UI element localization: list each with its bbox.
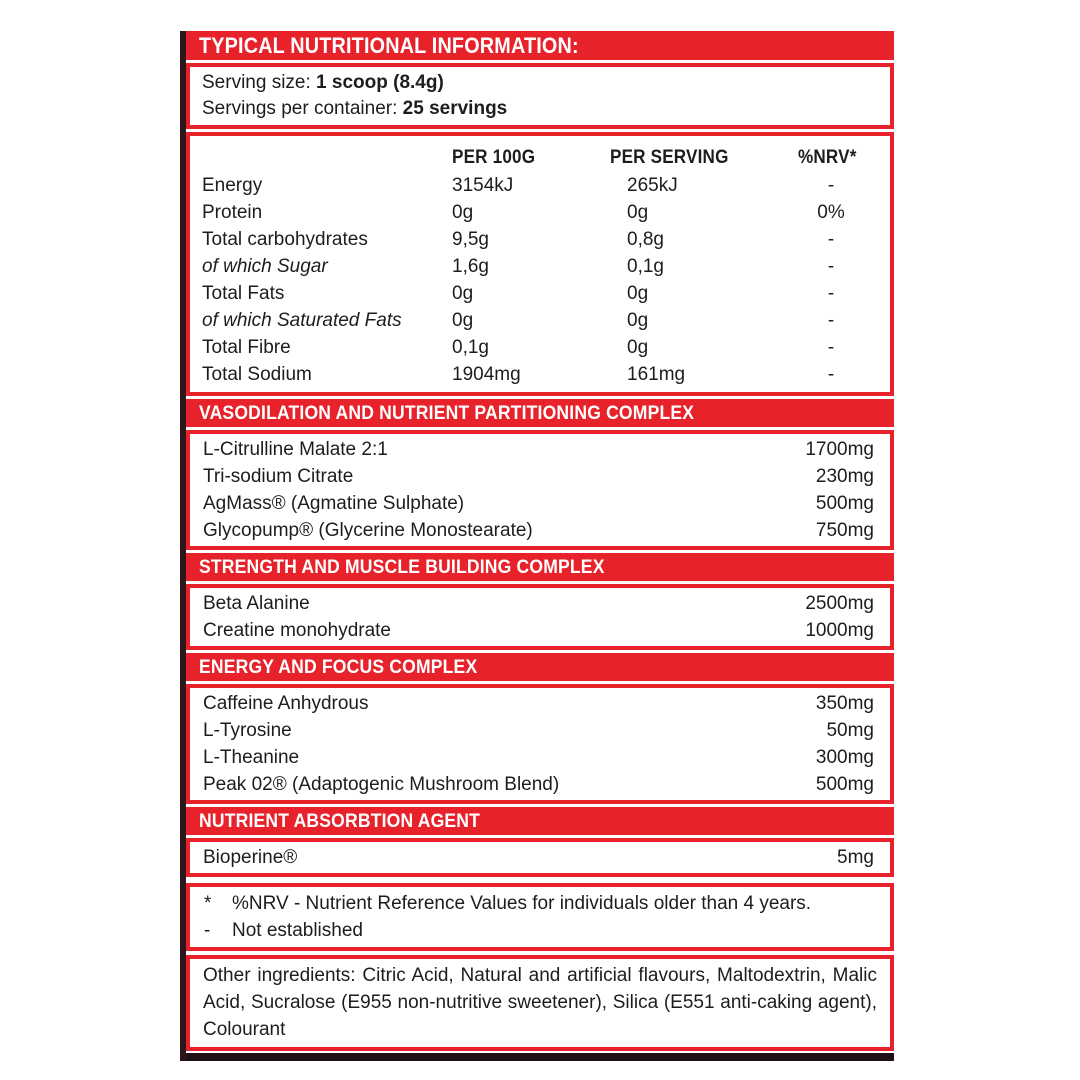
nutrition-row — [190, 334, 890, 361]
ingredient-sections — [186, 399, 894, 877]
ingredient-amount: 2500mg — [805, 593, 874, 614]
column-header-nrv: %NRV* — [798, 147, 858, 168]
per-100g-value: 9,5g — [452, 229, 489, 250]
footnote-text: %NRV - Nutrient Reference Values for individuals older than 4 years. — [232, 893, 812, 914]
nutrient-name: Energy — [202, 175, 263, 196]
per-serving-value: 0,1g — [627, 256, 664, 277]
section-heading-text: VASODILATION AND NUTRIENT PARTITIONING COMPLEX — [199, 402, 695, 424]
nutrient-name: Total Sodium — [202, 364, 312, 385]
section-heading — [186, 553, 894, 581]
ingredient-amount: 230mg — [815, 466, 874, 487]
servings-per-container-label: Servings per container: — [202, 98, 403, 119]
section-heading — [186, 653, 894, 681]
ingredient-amount: 500mg — [815, 493, 874, 514]
ingredient-row — [190, 436, 890, 463]
footnotes — [186, 883, 894, 951]
nrv-value: - — [827, 310, 835, 331]
other-ingredients: Other ingredients: Citric Acid, Natural and artificial flavours, Maltodextrin, Malic Acid, Sucralose (E955 non-nutritive sweetener), Silica (E551 anti-caking agent), Colourant — [186, 955, 894, 1051]
per-serving-value: 0g — [627, 202, 649, 223]
footnote-marker: - — [204, 920, 211, 941]
footnote-nrv — [190, 890, 890, 917]
ingredient-name: Bioperine® — [203, 847, 298, 868]
per-serving-value: 265kJ — [627, 175, 678, 196]
per-100g-value: 1904mg — [452, 364, 521, 385]
serving-size-value: 1 scoop (8.4g) — [316, 72, 444, 93]
ingredient-name: Caffeine Anhydrous — [203, 693, 369, 714]
section-rows — [186, 584, 894, 650]
serving-size-label: Serving size: — [202, 72, 317, 93]
nrv-value: 0% — [817, 202, 845, 223]
ingredient-name: L-Citrulline Malate 2:1 — [203, 439, 388, 460]
nutrition-table-body — [190, 172, 890, 388]
per-100g-value: 0g — [452, 283, 474, 304]
ingredient-row — [190, 463, 890, 490]
per-serving-value: 0,8g — [627, 229, 664, 250]
ingredient-row — [190, 690, 890, 717]
ingredient-amount: 5mg — [837, 847, 874, 868]
ingredient-name: Glycopump® (Glycerine Monostearate) — [203, 520, 533, 541]
label-title — [186, 31, 894, 60]
ingredient-amount: 1000mg — [805, 620, 874, 641]
ingredient-amount: 300mg — [815, 747, 874, 768]
nrv-value: - — [827, 256, 835, 277]
nutrient-name: Total Fats — [202, 283, 285, 304]
serving-info — [186, 63, 894, 129]
ingredient-amount: 750mg — [815, 520, 874, 541]
label-bottom-edge — [186, 1053, 894, 1061]
nutrition-row — [190, 199, 890, 226]
nutrition-row — [190, 172, 890, 199]
footnote-text: Not established — [232, 920, 363, 941]
header-spacer — [190, 144, 452, 172]
ingredient-row — [190, 844, 890, 871]
nutrition-table-header — [190, 144, 890, 172]
per-100g-value: 3154kJ — [452, 175, 514, 196]
nrv-value: - — [827, 337, 835, 358]
section-rows — [186, 430, 894, 550]
footnote-marker: * — [204, 893, 212, 914]
ingredient-row — [190, 517, 890, 544]
ingredient-name: Creatine monohydrate — [203, 620, 391, 641]
nutrient-name: Protein — [202, 202, 263, 223]
nutrition-row — [190, 307, 890, 334]
column-header-per-serving: PER SERVING — [610, 147, 729, 168]
ingredient-name: AgMass® (Agmatine Sulphate) — [203, 493, 465, 514]
ingredient-name: L-Theanine — [203, 747, 300, 768]
ingredient-row — [190, 744, 890, 771]
section-heading — [186, 807, 894, 835]
ingredient-amount: 350mg — [815, 693, 874, 714]
nutrition-row — [190, 226, 890, 253]
per-serving-value: 0g — [627, 337, 649, 358]
per-serving-value: 0g — [627, 283, 649, 304]
per-serving-value: 161mg — [627, 364, 686, 385]
ingredient-name: L-Tyrosine — [203, 720, 292, 741]
servings-per-container-line — [202, 96, 890, 122]
section-rows — [186, 838, 894, 877]
section-heading-text: ENERGY AND FOCUS COMPLEX — [199, 656, 478, 678]
per-serving-value: 0g — [627, 310, 649, 331]
nrv-value: - — [827, 283, 835, 304]
ingredient-name: Beta Alanine — [203, 593, 310, 614]
nutrition-row — [190, 361, 890, 388]
nutrient-name: Total Fibre — [202, 337, 291, 358]
nrv-value: - — [827, 364, 835, 385]
ingredient-row — [190, 590, 890, 617]
nutrition-row — [190, 253, 890, 280]
ingredient-name: Peak 02® (Adaptogenic Mushroom Blend) — [203, 774, 560, 795]
ingredient-amount: 50mg — [826, 720, 874, 741]
ingredient-row — [190, 617, 890, 644]
servings-per-container-value: 25 servings — [402, 98, 508, 119]
serving-size-line — [202, 70, 890, 96]
section-rows — [186, 684, 894, 804]
section-heading — [186, 399, 894, 427]
per-100g-value: 1,6g — [452, 256, 489, 277]
nrv-value: - — [827, 175, 835, 196]
nutrition-table — [186, 132, 894, 396]
per-100g-value: 0g — [452, 202, 474, 223]
per-100g-value: 0,1g — [452, 337, 489, 358]
ingredient-amount: 500mg — [815, 774, 874, 795]
ingredient-row — [190, 490, 890, 517]
ingredient-name: Tri-sodium Citrate — [203, 466, 354, 487]
nutrient-name: of which Sugar — [202, 256, 328, 277]
nutrient-name: Total carbohydrates — [202, 229, 368, 250]
label-title-text: TYPICAL NUTRITIONAL INFORMATION: — [199, 33, 579, 58]
per-100g-value: 0g — [452, 310, 474, 331]
footnote-not-established — [190, 917, 890, 944]
nutrient-name: of which Saturated Fats — [202, 310, 402, 331]
nutrition-row — [190, 280, 890, 307]
nrv-value: - — [827, 229, 835, 250]
nutrition-label — [180, 31, 894, 1061]
section-heading-text: NUTRIENT ABSORBTION AGENT — [199, 810, 481, 832]
ingredient-row — [190, 717, 890, 744]
section-heading-text: STRENGTH AND MUSCLE BUILDING COMPLEX — [199, 556, 605, 578]
column-header-per-100g: PER 100G — [452, 147, 536, 168]
ingredient-row — [190, 771, 890, 798]
ingredient-amount: 1700mg — [805, 439, 874, 460]
